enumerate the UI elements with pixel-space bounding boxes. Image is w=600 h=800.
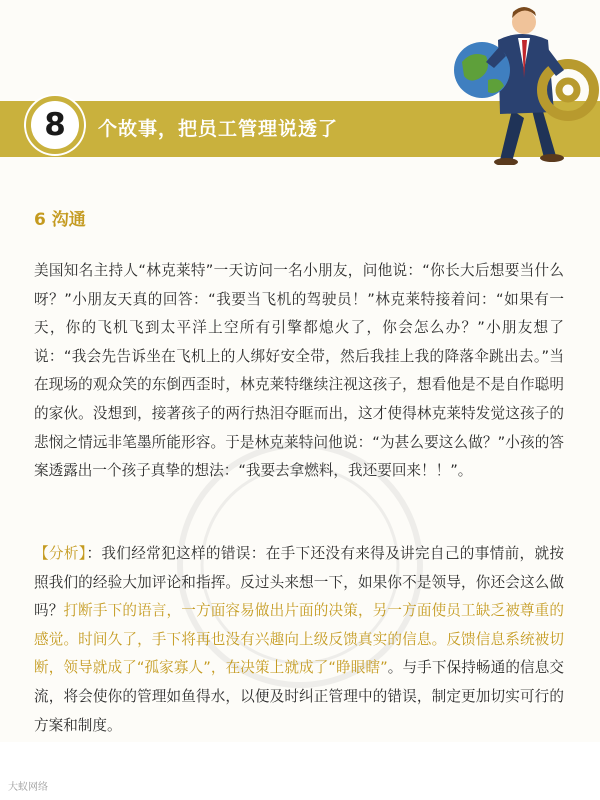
analysis-tag: 【分析】 — [34, 545, 87, 562]
chapter-number: 8 — [44, 107, 66, 143]
businessman-illustration — [440, 0, 600, 165]
story-paragraph: 美国知名主持人“林克莱特”一天访问一名小朋友，问他说：“你长大后想要当什么呀？”小朋友天真的回答：“我要当飞机的驾驶员！”林克莱特接着问：“如果有一天，你的飞机飞到太平洋上空所有引擎都熄火了，你会怎么办？”小朋友想了说：“我会先告诉坐在飞机上的人绑好安全带，然后我挂上我的降落伞跳出去。”当在现场的观众笑的东倒西歪时，林克莱特继续注视这孩子，想看他是不是自作聪明的家伙。没想到，接著孩子的两行热泪夺眶而出，这才使得林克莱特发觉这孩子的悲悯之情远非笔墨所能形容。于是林克莱特问他说：“为甚么要这么做？”小孩的答案透露出一个孩子真挚的想法：“我要去拿燃料，我还要回来！！”。 — [34, 262, 564, 480]
chapter-number-badge — [26, 96, 84, 154]
footer — [0, 742, 600, 800]
footer-logo — [8, 778, 48, 793]
analysis-text-2: 。与手下保持畅通的信息交流，将会使你的管理如鱼得水，以便及时纠正管理中的错误，制定更加切实可行的方案和制度。 — [34, 659, 564, 734]
section-title: 6 沟通 — [34, 210, 86, 230]
page-title: 个故事，把员工管理说透了 — [98, 118, 339, 140]
analysis-highlight: 打断手下的语言，一方面容易做出片面的决策，另一方面使员工缺乏被尊重的感觉。时间久了，手下将再也没有兴趣向上级反馈真实的信息。反馈信息系统被切断，领导就成了“孤家寡人”，在决策上就成了“睁眼瞎” — [34, 602, 564, 677]
analysis-text-1: ：我们经常犯这样的错误：在手下还没有来得及讲完自己的事情前，就按照我们的经验大加评论和指挥。反过头来想一下，如果你不是领导，你还会这么做吗？ — [34, 545, 564, 620]
footer-logo-text: 大蚁网络 — [8, 782, 48, 793]
analysis-paragraph — [34, 540, 564, 740]
